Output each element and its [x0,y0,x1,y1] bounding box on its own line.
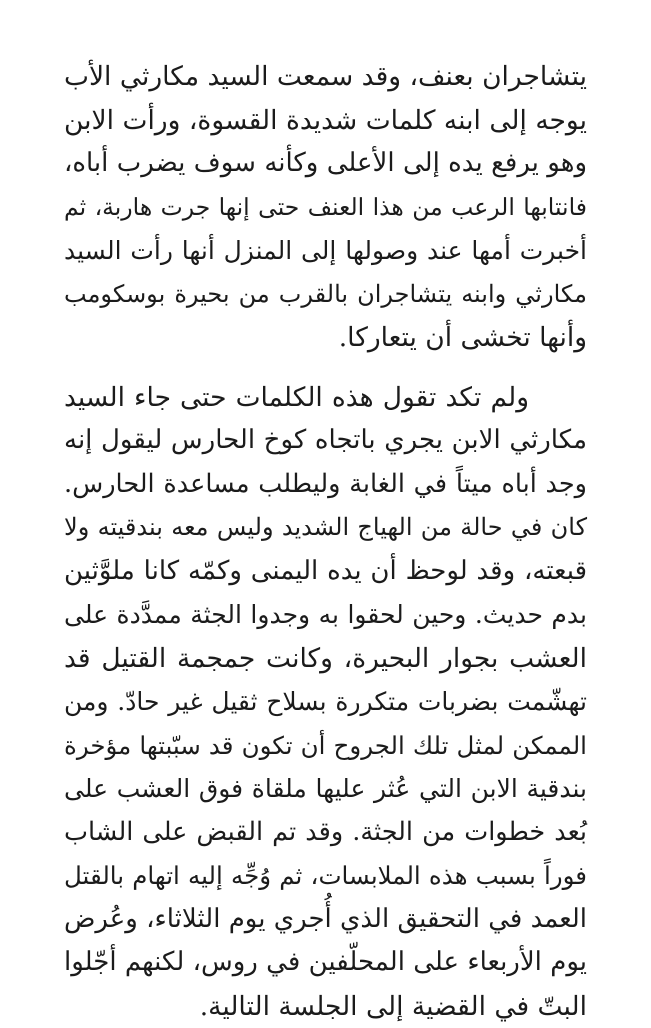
text-line: فانتابها الرعب من هذا العنف حتى إنها جرت هاربة، ثم [64,186,587,230]
text-line: يتشاجران بعنف، وقد سمعت السيد مكارثي الأب [64,55,587,99]
text-line: العشب بجوار البحيرة، وكانت جمجمة القتيل قد [64,637,587,681]
text-line: فوراً بسبب هذه الملابسات، ثم وُجِّه إليه اتهام بالقتل [64,854,587,898]
text-line: يوجه إلى ابنه كلمات شديدة القسوة، ورأت الابن [64,99,587,143]
text-line: الممكن لمثل تلك الجروح أن تكون قد سبّبتها مؤخرة [64,724,587,768]
text-line: كان في حالة من الهياج الشديد وليس معه بندقيته ولا [64,506,587,550]
text-line: وجد أباه ميتاً في الغابة وليطلب مساعدة الحارس. [64,463,587,507]
text-line: وأنها تخشى أن يتعاركا. [64,316,587,360]
text-line: أخبرت أمها عند وصولها إلى المنزل أنها رأت السيد [64,229,587,273]
paragraph-1 [64,55,587,360]
text-line: مكارثي وابنه يتشاجران بالقرب من بحيرة بوسكومب [64,273,587,317]
text-line: البتّ في القضية إلى الجلسة التالية. [64,985,587,1028]
text-line: العمد في التحقيق الذي أُجري يوم الثلاثاء، وعُرض [64,898,587,942]
text-line: ولم تكد تقول هذه الكلمات حتى جاء السيد [64,376,587,420]
text-line: تهشّمت بضربات متكررة بسلاح ثقيل غير حادّ. ومن [64,680,587,724]
text-line: يوم الأربعاء على المحلّفين في روس، لكنهم أجّلوا [64,941,587,985]
text-line: وهو يرفع يده إلى الأعلى وكأنه سوف يضرب أباه، [64,142,587,186]
page-text [64,55,587,1028]
text-line: بندقية الابن التي عُثر عليها ملقاة فوق العشب على [64,767,587,811]
text-line: قبعته، وقد لوحظ أن يده اليمنى وكمّه كانا ملوَّثين [64,550,587,594]
text-line: بدم حديث. وحين لحقوا به وجدوا الجثة ممدَّدة على [64,593,587,637]
paragraph-2 [64,376,587,1028]
text-line: بُعد خطوات من الجثة. وقد تم القبض على الشاب [64,811,587,855]
text-line: مكارثي الابن يجري باتجاه كوخ الحارس ليقول إنه [64,419,587,463]
